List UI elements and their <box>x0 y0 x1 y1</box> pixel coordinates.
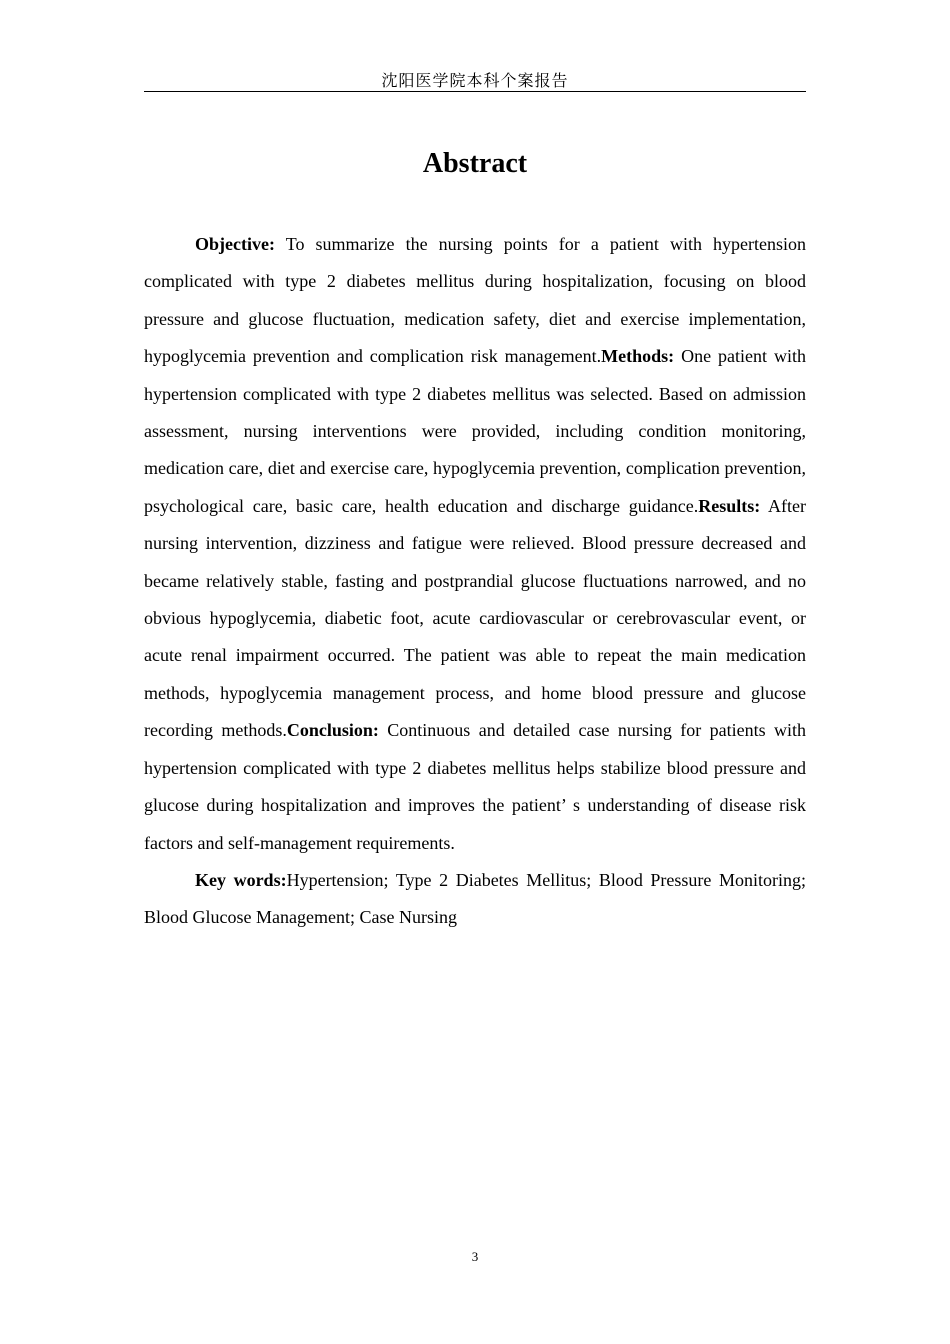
abstract-title: Abstract <box>422 148 528 179</box>
methods-text: One patient with hypertension complicated with type 2 diabetes mellitus was selected. Based on admission assessment, nursing interventions were provided, including condition monitoring, medication care, diet and exercise care, hypoglycemia prevention, complication prevention, psychological care, basic care, health education and discharge guidance. <box>144 346 806 516</box>
objective-label: Objective: <box>195 234 275 254</box>
keywords-text: Hypertension; Type 2 Diabetes Mellitus; Blood Pressure Monitoring; Blood Glucose Management; Case Nursing <box>144 869 806 928</box>
abstract-body <box>144 226 806 937</box>
conclusion-text: Continuous and detailed case nursing for patients with hypertension complicated with type 2 diabetes mellitus helps stabilize blood pressure and glucose during hospitalization and improves the patient’ s understanding of disease risk factors and self-management requirements. <box>144 720 807 853</box>
methods-label: Methods: <box>601 346 675 367</box>
page-number: 3 <box>471 1249 479 1264</box>
header-rule <box>144 91 806 92</box>
abstract-paragraph <box>144 226 806 862</box>
keywords-paragraph <box>144 862 806 937</box>
running-header: 沈阳医学院本科个案报告 <box>381 71 569 90</box>
objective-text: To summarize the nursing points for a patient with hypertension complicated with type 2 diabetes mellitus during hospitalization, focusing on blood pressure and glucose fluctuation, medication safety, diet and exercise implementation, hypoglycemia prevention and complication risk management. <box>144 234 806 367</box>
keywords-label: Key words: <box>195 869 287 890</box>
results-label: Results: <box>698 495 761 516</box>
conclusion-label: Conclusion: <box>286 720 379 741</box>
results-text: After nursing intervention, dizziness and fatigue were relieved. Blood pressure decreased and became relatively stable, fasting and postprandial glucose fluctuations narrowed, and no obvious hypoglycemia, diabetic foot, acute cardiovascular or cerebrovascular event, or acute renal impairment occurred. The patient was able to repeat the main medication methods, hypoglycemia management process, and home blood pressure and glucose recording methods. <box>144 495 807 741</box>
